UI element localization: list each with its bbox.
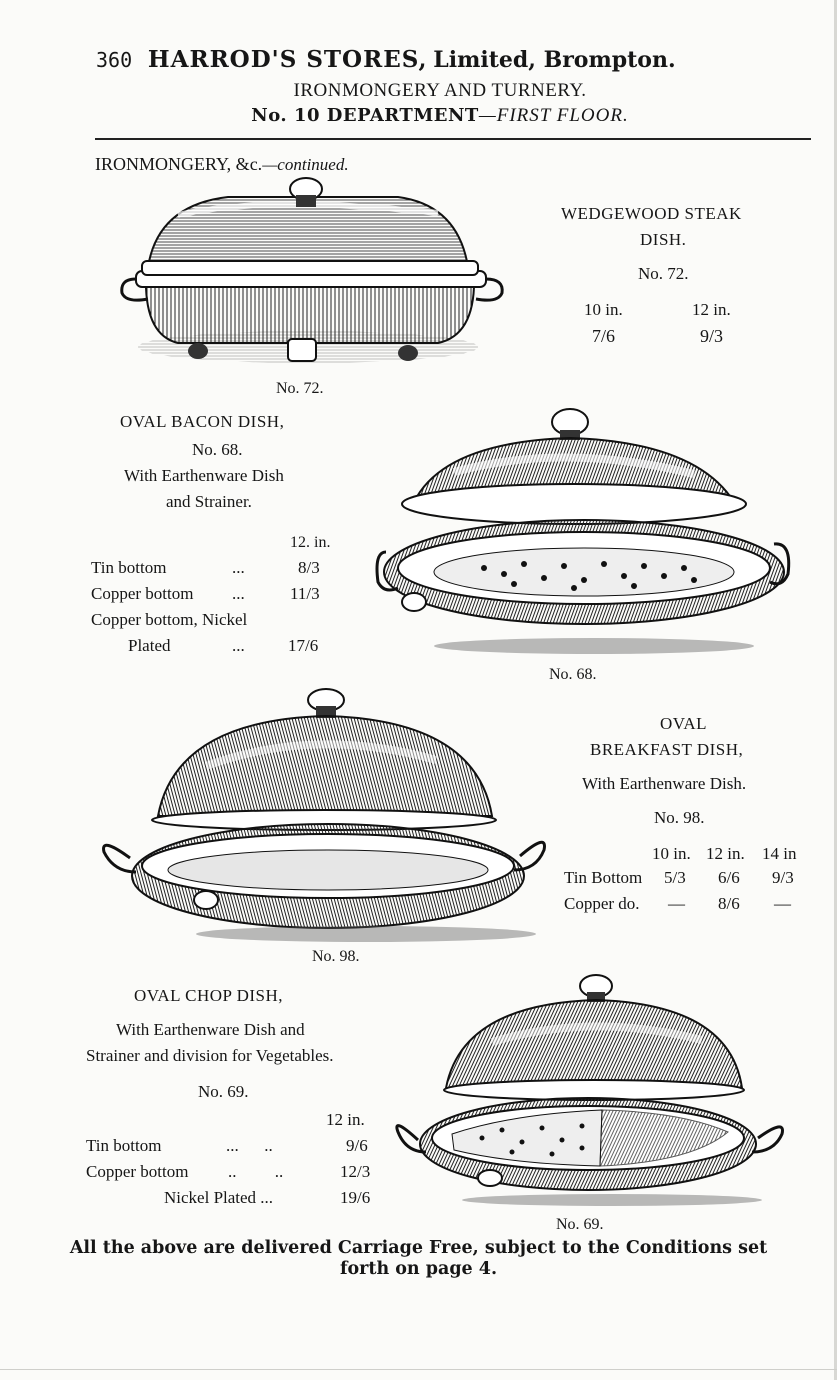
chop-row-price: 19/6 (340, 1188, 371, 1207)
breakfast-row-price: 9/3 (772, 868, 794, 887)
breakfast-dish-caption: No. 98. (312, 948, 360, 965)
breakfast-row-price: 8/6 (718, 894, 740, 913)
footer-line-2: forth on page 4. (339, 1259, 498, 1279)
bacon-row-dots: ... (232, 636, 245, 655)
breakfast-row-label: Tin Bottom (564, 868, 643, 887)
chop-row-price: 12/3 (340, 1162, 371, 1181)
chop-dish-illustration (392, 972, 792, 1212)
bacon-row-price: 8/3 (298, 558, 320, 577)
section-continued: —continued. (262, 155, 349, 174)
steak-dish-title-1: WEDGEWOOD STEAK (561, 204, 742, 223)
section-title (95, 154, 349, 175)
bacon-row-label: Copper bottom, Nickel (91, 610, 248, 629)
chop-dish-number: No. 69. (198, 1082, 249, 1101)
breakfast-dish-title-1: OVAL (660, 714, 708, 733)
steak-dish-price-1: 7/6 (592, 326, 616, 346)
steak-dish-size-2: 12 in. (692, 300, 731, 319)
store-location: Limited, Brompton. (433, 47, 676, 73)
steak-dish-illustration (118, 175, 508, 375)
chop-dish-desc-1: With Earthenware Dish and (116, 1020, 305, 1039)
chop-row-dots: ... .. (226, 1136, 273, 1155)
breakfast-row-label: Copper do. (564, 894, 640, 913)
bacon-row-dots: ... (232, 584, 245, 603)
steak-dish-title-2: DISH. (640, 230, 687, 249)
page-header (96, 46, 676, 73)
breakfast-row-price: 5/3 (664, 868, 686, 887)
bacon-dish-number: No. 68. (192, 440, 243, 459)
breakfast-dish-number: No. 98. (654, 808, 705, 827)
breakfast-row-price: — (774, 894, 791, 913)
chop-dish-desc-2: Strainer and division for Vegetables. (86, 1046, 334, 1065)
department-name: No. 10 DEPARTMENT (251, 105, 479, 126)
bacon-row-dots: ... (232, 558, 245, 577)
breakfast-size: 14 in (762, 844, 797, 863)
breakfast-row-price: 6/6 (718, 868, 740, 887)
bacon-row-label: Plated (128, 636, 171, 655)
bacon-dish-desc-2: and Strainer. (166, 492, 252, 511)
chop-row-price: 9/6 (346, 1136, 368, 1155)
chop-dish-size-header: 12 in. (326, 1110, 365, 1129)
bacon-dish-caption: No. 68. (549, 666, 597, 683)
bacon-dish-size-header: 12. in. (290, 534, 331, 551)
breakfast-row-price: — (668, 894, 685, 913)
chop-row-label: Nickel Plated ... (164, 1188, 274, 1207)
footer-line-1: All the above are delivered Carriage Free, subject to the Conditions set (69, 1238, 768, 1258)
bacon-row-label: Tin bottom (91, 558, 167, 577)
bacon-dish-desc-1: With Earthenware Dish (124, 466, 284, 485)
header-rule (95, 138, 811, 140)
bacon-dish-illustration (374, 402, 799, 660)
store-name: HARROD'S STORES, (147, 46, 428, 73)
chop-row-dots: .. .. (228, 1162, 284, 1181)
steak-dish-size-1: 10 in. (584, 300, 623, 319)
chop-dish-caption: No. 69. (556, 1216, 604, 1233)
department-floor: —FIRST FLOOR. (478, 105, 629, 126)
chop-dish-title: OVAL CHOP DISH, (134, 986, 284, 1005)
steak-dish-price-2: 9/3 (700, 326, 724, 346)
chop-row-label: Copper bottom (86, 1162, 189, 1181)
bacon-row-price: 11/3 (290, 584, 320, 603)
section-title-text: IRONMONGERY, &c. (95, 154, 263, 174)
bacon-row-label: Copper bottom (91, 584, 194, 603)
chop-row-label: Tin bottom (86, 1136, 162, 1155)
breakfast-size: 10 in. (652, 844, 691, 863)
breakfast-dish-illustration (96, 686, 552, 944)
page-number: 360 (96, 48, 133, 72)
breakfast-dish-desc: With Earthenware Dish. (582, 774, 747, 793)
bacon-row-price: 17/6 (288, 636, 319, 655)
footer-note (0, 1238, 837, 1280)
bacon-dish-title: OVAL BACON DISH, (120, 412, 285, 431)
page-subtitle: IRONMONGERY AND TURNERY. (293, 80, 587, 101)
page-edge-bottom (0, 1369, 837, 1370)
steak-dish-caption: No. 72. (276, 380, 324, 397)
department-line (0, 105, 837, 127)
breakfast-size: 12 in. (706, 844, 745, 863)
steak-dish-number: No. 72. (638, 264, 689, 283)
breakfast-dish-title-2: BREAKFAST DISH, (590, 740, 744, 759)
